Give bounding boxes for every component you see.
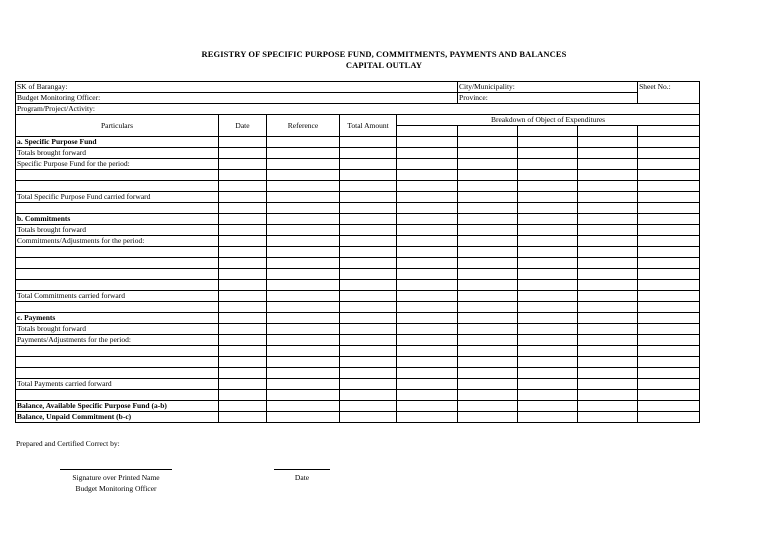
section-c-title-label[interactable]: c. Payments	[16, 313, 219, 324]
entry-cell[interactable]	[458, 335, 518, 346]
entry-cell[interactable]	[638, 225, 700, 236]
budget-officer-field[interactable]: Budget Monitoring Officer:	[16, 93, 458, 104]
entry-cell[interactable]	[518, 401, 578, 412]
entry-cell[interactable]	[267, 236, 340, 247]
entry-cell[interactable]	[397, 390, 458, 401]
blank-particulars-cell[interactable]	[16, 247, 219, 258]
entry-cell[interactable]	[458, 225, 518, 236]
blank-particulars-cell[interactable]	[16, 346, 219, 357]
entry-cell[interactable]	[638, 335, 700, 346]
table-row	[16, 346, 700, 357]
entry-cell[interactable]	[518, 159, 578, 170]
entry-cell[interactable]	[340, 269, 397, 280]
entry-cell[interactable]	[458, 203, 518, 214]
entry-cell[interactable]	[638, 368, 700, 379]
entry-cell[interactable]	[518, 291, 578, 302]
entry-cell[interactable]	[397, 236, 458, 247]
blank-particulars-cell[interactable]	[16, 170, 219, 181]
entry-cell[interactable]	[578, 302, 638, 313]
entry-cell[interactable]	[397, 313, 458, 324]
entry-cell[interactable]	[340, 170, 397, 181]
entry-cell[interactable]	[267, 357, 340, 368]
entry-cell[interactable]	[638, 258, 700, 269]
entry-cell[interactable]	[578, 269, 638, 280]
entry-cell[interactable]	[340, 346, 397, 357]
section-b-period-label[interactable]: Commitments/Adjustments for the period:	[16, 236, 219, 247]
entry-cell[interactable]	[340, 181, 397, 192]
entry-cell[interactable]	[578, 137, 638, 148]
entry-cell[interactable]	[267, 335, 340, 346]
entry-cell[interactable]	[518, 247, 578, 258]
section-a-period-label[interactable]: Specific Purpose Fund for the period:	[16, 159, 219, 170]
entry-cell[interactable]	[267, 302, 340, 313]
table-row	[16, 137, 700, 148]
entry-cell[interactable]	[638, 159, 700, 170]
breakdown-col-4[interactable]	[578, 126, 638, 137]
entry-cell[interactable]	[638, 401, 700, 412]
breakdown-col-1[interactable]	[397, 126, 458, 137]
date-caption: Date	[294, 473, 310, 482]
entry-cell[interactable]	[458, 236, 518, 247]
prepared-by-label: Prepared and Certified Correct by:	[16, 439, 120, 448]
entry-cell[interactable]	[518, 214, 578, 225]
entry-cell[interactable]	[267, 258, 340, 269]
entry-cell[interactable]	[397, 247, 458, 258]
entry-cell[interactable]	[638, 357, 700, 368]
entry-cell[interactable]	[340, 390, 397, 401]
entry-cell[interactable]	[518, 335, 578, 346]
entry-cell[interactable]	[638, 302, 700, 313]
entry-cell[interactable]	[267, 181, 340, 192]
entry-cell[interactable]	[578, 203, 638, 214]
entry-cell[interactable]	[518, 302, 578, 313]
blank-particulars-cell[interactable]	[16, 357, 219, 368]
entry-cell[interactable]	[578, 335, 638, 346]
entry-cell[interactable]	[578, 390, 638, 401]
entry-cell[interactable]	[219, 357, 267, 368]
entry-cell[interactable]	[458, 313, 518, 324]
entry-cell[interactable]	[340, 379, 397, 390]
entry-cell[interactable]	[267, 137, 340, 148]
entry-cell[interactable]	[219, 148, 267, 159]
entry-cell[interactable]	[219, 346, 267, 357]
entry-cell[interactable]	[397, 258, 458, 269]
entry-cell[interactable]	[219, 159, 267, 170]
table-row	[16, 412, 700, 423]
entry-cell[interactable]	[638, 324, 700, 335]
entry-cell[interactable]	[578, 368, 638, 379]
blank-particulars-cell[interactable]	[16, 258, 219, 269]
table-row	[16, 214, 700, 225]
table-row	[16, 379, 700, 390]
entry-cell[interactable]	[458, 368, 518, 379]
entry-cell[interactable]	[267, 225, 340, 236]
entry-cell[interactable]	[578, 159, 638, 170]
entry-cell[interactable]	[397, 335, 458, 346]
entry-cell[interactable]	[219, 269, 267, 280]
entry-cell[interactable]	[578, 181, 638, 192]
entry-cell[interactable]	[340, 247, 397, 258]
entry-cell[interactable]	[458, 412, 518, 423]
entry-cell[interactable]	[340, 236, 397, 247]
blank-particulars-cell[interactable]	[16, 181, 219, 192]
section-a-brought-forward-label[interactable]: Totals brought forward	[16, 148, 219, 159]
entry-cell[interactable]	[397, 137, 458, 148]
entry-cell[interactable]	[267, 269, 340, 280]
form-title: REGISTRY OF SPECIFIC PURPOSE FUND, COMMITMENTS, PAYMENTS AND BALANCES	[201, 49, 567, 59]
blank-particulars-cell[interactable]	[16, 368, 219, 379]
entry-cell[interactable]	[267, 324, 340, 335]
entry-cell[interactable]	[397, 181, 458, 192]
entry-cell[interactable]	[458, 170, 518, 181]
entry-cell[interactable]	[578, 170, 638, 181]
entry-cell[interactable]	[219, 401, 267, 412]
officer-caption: Budget Monitoring Officer	[75, 484, 157, 493]
entry-cell[interactable]	[638, 170, 700, 181]
entry-cell[interactable]	[219, 181, 267, 192]
entry-cell[interactable]	[518, 269, 578, 280]
entry-cell[interactable]	[340, 412, 397, 423]
entry-cell[interactable]	[458, 390, 518, 401]
entry-cell[interactable]	[267, 379, 340, 390]
entry-cell[interactable]	[578, 324, 638, 335]
entry-cell[interactable]	[638, 247, 700, 258]
table-row	[16, 159, 700, 170]
entry-cell[interactable]	[578, 280, 638, 291]
entry-cell[interactable]	[458, 148, 518, 159]
entry-cell[interactable]	[458, 291, 518, 302]
entry-cell[interactable]	[458, 302, 518, 313]
registry-table	[15, 81, 700, 423]
entry-cell[interactable]	[518, 258, 578, 269]
entry-cell[interactable]	[578, 412, 638, 423]
entry-cell[interactable]	[340, 148, 397, 159]
blank-particulars-cell[interactable]	[16, 302, 219, 313]
entry-cell[interactable]	[267, 247, 340, 258]
entry-cell[interactable]	[638, 137, 700, 148]
entry-cell[interactable]	[458, 192, 518, 203]
entry-cell[interactable]	[340, 225, 397, 236]
sheet-no-field[interactable]: Sheet No.:	[638, 82, 700, 104]
entry-cell[interactable]	[267, 280, 340, 291]
table-row	[16, 390, 700, 401]
entry-cell[interactable]	[578, 291, 638, 302]
entry-cell[interactable]	[340, 357, 397, 368]
balance-unpaid-label[interactable]: Balance, Unpaid Commitment (b-c)	[16, 412, 219, 423]
entry-cell[interactable]	[458, 280, 518, 291]
breakdown-col-2[interactable]	[458, 126, 518, 137]
entry-cell[interactable]	[219, 335, 267, 346]
entry-cell[interactable]	[397, 302, 458, 313]
entry-cell[interactable]	[219, 324, 267, 335]
entry-cell[interactable]	[578, 236, 638, 247]
entry-cell[interactable]	[340, 192, 397, 203]
entry-cell[interactable]	[219, 258, 267, 269]
entry-cell[interactable]	[219, 236, 267, 247]
entry-cell[interactable]	[340, 313, 397, 324]
blank-particulars-cell[interactable]	[16, 280, 219, 291]
entry-cell[interactable]	[638, 148, 700, 159]
table-row	[16, 291, 700, 302]
entry-cell[interactable]	[219, 214, 267, 225]
section-c-brought-forward-label[interactable]: Totals brought forward	[16, 324, 219, 335]
entry-cell[interactable]	[267, 412, 340, 423]
entry-cell[interactable]	[458, 324, 518, 335]
section-b-title-label[interactable]: b. Commitments	[16, 214, 219, 225]
entry-cell[interactable]	[638, 203, 700, 214]
blank-particulars-cell[interactable]	[16, 390, 219, 401]
entry-cell[interactable]	[397, 148, 458, 159]
entry-cell[interactable]	[267, 170, 340, 181]
entry-cell[interactable]	[397, 214, 458, 225]
form-subtitle: CAPITAL OUTLAY	[345, 60, 423, 70]
entry-cell[interactable]	[518, 203, 578, 214]
entry-cell[interactable]	[267, 346, 340, 357]
entry-cell[interactable]	[397, 368, 458, 379]
entry-cell[interactable]	[578, 148, 638, 159]
entry-cell[interactable]	[340, 368, 397, 379]
reference-header: Reference	[267, 115, 340, 137]
blank-particulars-cell[interactable]	[16, 203, 219, 214]
entry-cell[interactable]	[518, 412, 578, 423]
entry-cell[interactable]	[458, 401, 518, 412]
entry-cell[interactable]	[518, 368, 578, 379]
entry-cell[interactable]	[397, 203, 458, 214]
date-header: Date	[219, 115, 267, 137]
particulars-header: Particulars	[16, 115, 219, 137]
entry-cell[interactable]	[458, 214, 518, 225]
total-amount-header: Total Amount	[340, 115, 397, 137]
entry-cell[interactable]	[518, 236, 578, 247]
section-c-period-label[interactable]: Payments/Adjustments for the period:	[16, 335, 219, 346]
entry-cell[interactable]	[578, 247, 638, 258]
table-row	[16, 280, 700, 291]
table-row	[16, 357, 700, 368]
entry-cell[interactable]	[267, 203, 340, 214]
section-a-total-label[interactable]: Total Specific Purpose Fund carried forward	[16, 192, 219, 203]
entry-cell[interactable]	[518, 357, 578, 368]
table-row	[16, 302, 700, 313]
entry-cell[interactable]	[518, 313, 578, 324]
entry-cell[interactable]	[458, 181, 518, 192]
entry-cell[interactable]	[219, 203, 267, 214]
city-field[interactable]: City/Municipality:	[458, 82, 638, 93]
entry-cell[interactable]	[267, 368, 340, 379]
entry-cell[interactable]	[458, 269, 518, 280]
entry-cell[interactable]	[518, 192, 578, 203]
entry-cell[interactable]	[219, 368, 267, 379]
entry-cell[interactable]	[397, 291, 458, 302]
breakdown-header: Breakdown of Object of Expenditures	[397, 115, 700, 126]
signature-caption: Signature over Printed Name	[72, 473, 160, 482]
entry-cell[interactable]	[219, 302, 267, 313]
table-row	[16, 258, 700, 269]
entry-cell[interactable]	[458, 247, 518, 258]
entry-cell[interactable]	[340, 302, 397, 313]
entry-cell[interactable]	[340, 335, 397, 346]
balance-available-label[interactable]: Balance, Available Specific Purpose Fund (a-b)	[16, 401, 219, 412]
entry-cell[interactable]	[340, 401, 397, 412]
entry-cell[interactable]	[267, 313, 340, 324]
table-row	[16, 181, 700, 192]
entry-cell[interactable]	[219, 379, 267, 390]
entry-cell[interactable]	[518, 137, 578, 148]
entry-cell[interactable]	[397, 280, 458, 291]
entry-cell[interactable]	[638, 236, 700, 247]
entry-cell[interactable]	[638, 412, 700, 423]
entry-cell[interactable]	[578, 346, 638, 357]
entry-cell[interactable]	[578, 401, 638, 412]
entry-cell[interactable]	[340, 137, 397, 148]
entry-cell[interactable]	[518, 181, 578, 192]
entry-cell[interactable]	[397, 357, 458, 368]
entry-cell[interactable]	[638, 280, 700, 291]
province-field[interactable]: Province:	[458, 93, 638, 104]
entry-cell[interactable]	[518, 379, 578, 390]
entry-cell[interactable]	[638, 346, 700, 357]
entry-cell[interactable]	[267, 401, 340, 412]
entry-cell[interactable]	[638, 390, 700, 401]
entry-cell[interactable]	[340, 280, 397, 291]
entry-cell[interactable]	[578, 357, 638, 368]
entry-cell[interactable]	[267, 159, 340, 170]
table-row	[16, 236, 700, 247]
entry-cell[interactable]	[397, 192, 458, 203]
entry-cell[interactable]	[267, 390, 340, 401]
entry-cell[interactable]	[638, 291, 700, 302]
entry-cell[interactable]	[518, 280, 578, 291]
entry-cell[interactable]	[397, 170, 458, 181]
entry-cell[interactable]	[219, 313, 267, 324]
entry-cell[interactable]	[267, 148, 340, 159]
entry-cell[interactable]	[638, 192, 700, 203]
entry-cell[interactable]	[518, 346, 578, 357]
entry-cell[interactable]	[397, 324, 458, 335]
entry-cell[interactable]	[219, 225, 267, 236]
entry-cell[interactable]	[340, 291, 397, 302]
entry-cell[interactable]	[397, 159, 458, 170]
entry-cell[interactable]	[219, 170, 267, 181]
entry-cell[interactable]	[638, 214, 700, 225]
table-row	[16, 401, 700, 412]
breakdown-col-3[interactable]	[518, 126, 578, 137]
entry-cell[interactable]	[219, 390, 267, 401]
entry-cell[interactable]	[578, 214, 638, 225]
entry-cell[interactable]	[219, 137, 267, 148]
entry-cell[interactable]	[219, 192, 267, 203]
entry-cell[interactable]	[397, 379, 458, 390]
table-row	[16, 313, 700, 324]
entry-cell[interactable]	[397, 225, 458, 236]
entry-cell[interactable]	[638, 313, 700, 324]
entry-cell[interactable]	[518, 148, 578, 159]
entry-cell[interactable]	[458, 258, 518, 269]
signature-line	[60, 469, 172, 470]
entry-cell[interactable]	[578, 192, 638, 203]
entry-cell[interactable]	[578, 313, 638, 324]
entry-cell[interactable]	[340, 258, 397, 269]
table-row	[16, 324, 700, 335]
entry-cell[interactable]	[219, 247, 267, 258]
entry-cell[interactable]	[267, 291, 340, 302]
section-b-total-label[interactable]: Total Commitments carried forward	[16, 291, 219, 302]
entry-cell[interactable]	[458, 346, 518, 357]
entry-cell[interactable]	[518, 324, 578, 335]
blank-particulars-cell[interactable]	[16, 269, 219, 280]
section-a-title-label[interactable]: a. Specific Purpose Fund	[16, 137, 219, 148]
entry-cell[interactable]	[578, 225, 638, 236]
entry-cell[interactable]	[340, 159, 397, 170]
entry-cell[interactable]	[458, 357, 518, 368]
table-row	[16, 269, 700, 280]
table-row	[16, 148, 700, 159]
table-row	[16, 203, 700, 214]
entry-cell[interactable]	[219, 412, 267, 423]
entry-cell[interactable]	[638, 181, 700, 192]
table-row	[16, 170, 700, 181]
entry-cell[interactable]	[340, 203, 397, 214]
entry-cell[interactable]	[340, 324, 397, 335]
entry-cell[interactable]	[518, 225, 578, 236]
breakdown-col-5[interactable]	[638, 126, 700, 137]
entry-cell[interactable]	[219, 280, 267, 291]
entry-cell[interactable]	[267, 214, 340, 225]
entry-cell[interactable]	[397, 269, 458, 280]
entry-cell[interactable]	[267, 192, 340, 203]
table-row	[16, 368, 700, 379]
entry-cell[interactable]	[578, 258, 638, 269]
entry-cell[interactable]	[638, 379, 700, 390]
entry-cell[interactable]	[638, 269, 700, 280]
entry-cell[interactable]	[397, 412, 458, 423]
entry-cell[interactable]	[458, 137, 518, 148]
sk-barangay-field[interactable]: SK of Barangay:	[16, 82, 458, 93]
entry-cell[interactable]	[458, 379, 518, 390]
entry-cell[interactable]	[518, 170, 578, 181]
entry-cell[interactable]	[397, 346, 458, 357]
entry-cell[interactable]	[397, 401, 458, 412]
entry-cell[interactable]	[219, 291, 267, 302]
table-row	[16, 247, 700, 258]
table-row	[16, 225, 700, 236]
entry-cell[interactable]	[518, 390, 578, 401]
section-b-brought-forward-label[interactable]: Totals brought forward	[16, 225, 219, 236]
table-row	[16, 335, 700, 346]
entry-cell[interactable]	[458, 159, 518, 170]
entry-cell[interactable]	[340, 214, 397, 225]
date-line	[274, 469, 330, 470]
entry-cell[interactable]	[578, 379, 638, 390]
section-c-total-label[interactable]: Total Payments carried forward	[16, 379, 219, 390]
program-field[interactable]: Program/Project/Activity:	[16, 104, 700, 115]
table-row	[16, 192, 700, 203]
